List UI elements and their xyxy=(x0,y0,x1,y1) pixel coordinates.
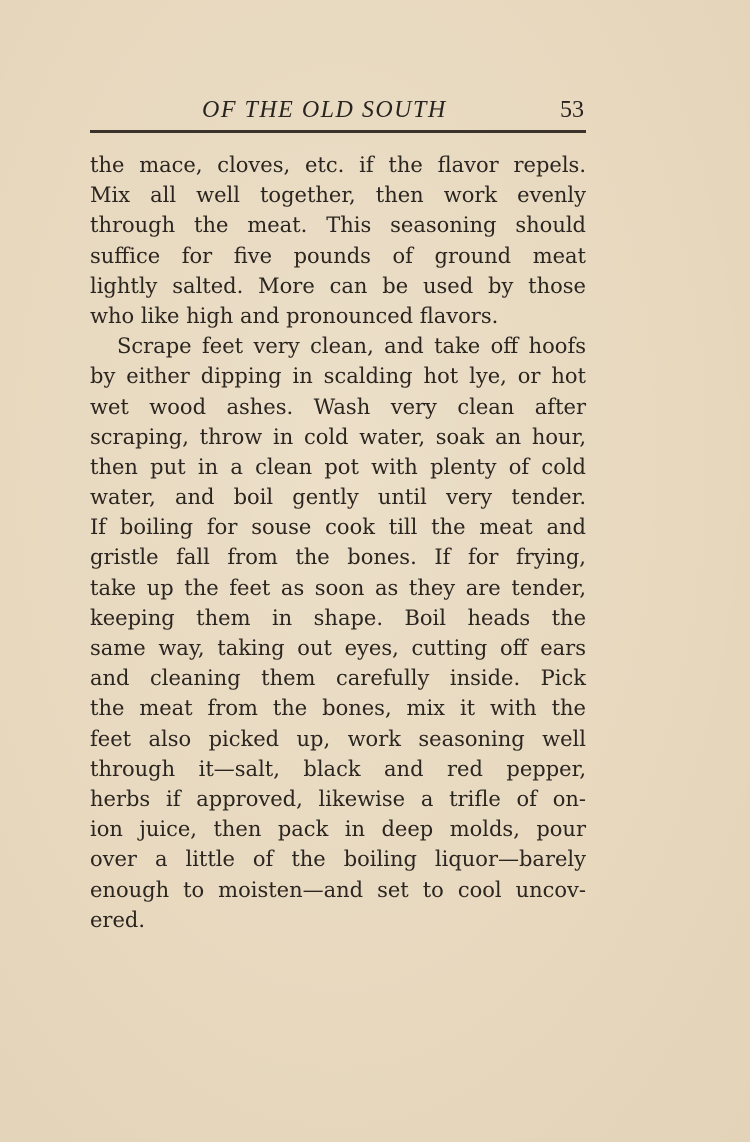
text-line: the mace, cloves, etc. if the flavor repels. xyxy=(90,153,586,177)
header-rule xyxy=(90,130,586,133)
text-line: through it—salt, black and red pepper, xyxy=(90,756,586,781)
paragraph-start-line: Scrape feet very clean, and take off hoofs xyxy=(117,334,586,359)
page-number: 53 xyxy=(560,97,584,123)
running-head-title: OF THE OLD SOUTH xyxy=(202,97,447,123)
text-line: water, and boil gently until very tender. xyxy=(90,485,586,510)
text-line: wet wood ashes. Wash very clean after xyxy=(90,394,586,419)
text-line: ered. xyxy=(90,907,146,932)
text-line: scraping, throw in cold water, soak an hour, xyxy=(90,424,586,449)
text-line: ion juice, then pack in deep molds, pour xyxy=(90,817,586,842)
text-line: take up the feet as soon as they are tender, xyxy=(90,575,586,600)
text-line: same way, taking out eyes, cutting off ears xyxy=(90,636,586,660)
text-line: herbs if approved, likewise a trifle of on- xyxy=(90,786,586,811)
text-line: suffice for five pounds of ground meat xyxy=(90,243,586,268)
text-line: Mix all well together, then work evenly xyxy=(90,183,586,208)
text-line: feet also picked up, work seasoning well xyxy=(90,726,586,751)
text-line: keeping them in shape. Boil heads the xyxy=(90,605,586,630)
text-line: gristle fall from the bones. If for frying, xyxy=(90,545,586,570)
running-head xyxy=(90,95,586,125)
text-line: over a little of the boiling liquor—barely xyxy=(90,847,586,872)
text-line: then put in a clean pot with plenty of cold xyxy=(90,454,586,479)
text-line: through the meat. This seasoning should xyxy=(90,213,586,238)
text-line: If boiling for souse cook till the meat and xyxy=(90,515,586,540)
text-line: who like high and pronounced flavors. xyxy=(90,303,499,328)
text-line: enough to moisten—and set to cool uncov- xyxy=(90,877,586,902)
text-line: the meat from the bones, mix it with the xyxy=(90,696,586,721)
text-line: by either dipping in scalding hot lye, or hot xyxy=(90,364,586,389)
body-text xyxy=(90,150,586,935)
text-line: lightly salted. More can be used by those xyxy=(90,273,586,298)
text-line: and cleaning them carefully inside. Pick xyxy=(90,666,586,691)
